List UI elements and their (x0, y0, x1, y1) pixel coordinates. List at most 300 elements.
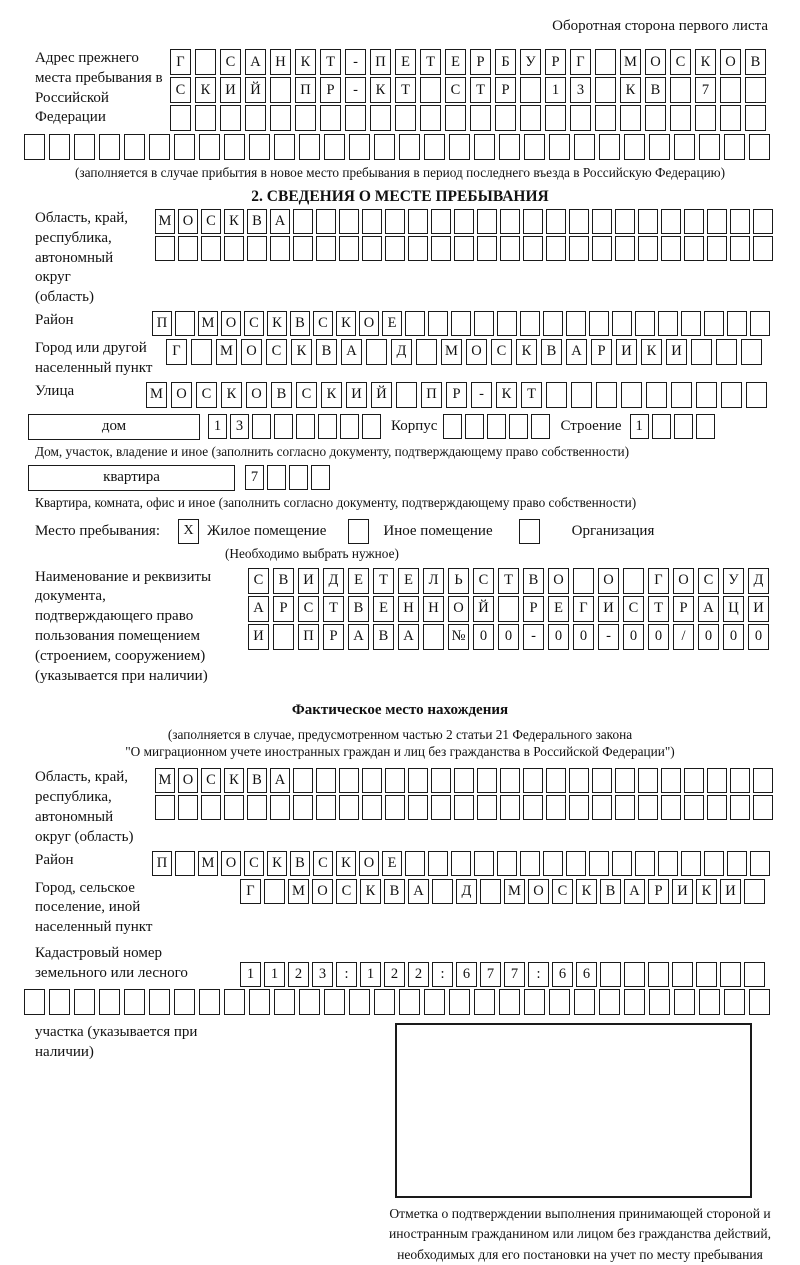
char-cell[interactable] (546, 209, 566, 234)
char-cell[interactable]: 0 (623, 624, 644, 650)
char-cell[interactable] (623, 568, 644, 594)
char-cell[interactable] (600, 962, 621, 987)
char-cell[interactable] (431, 236, 451, 261)
char-cell[interactable] (638, 236, 658, 261)
char-cell[interactable]: А (566, 339, 587, 365)
char-cell[interactable] (316, 236, 336, 261)
char-cell[interactable] (695, 105, 716, 131)
char-cell[interactable]: Т (320, 49, 341, 75)
char-cell[interactable] (316, 209, 336, 234)
char-cell[interactable] (408, 236, 428, 261)
char-cell[interactable] (744, 879, 765, 904)
char-cell[interactable]: № (448, 624, 469, 650)
char-cell[interactable] (270, 77, 291, 103)
char-cell[interactable] (477, 795, 497, 820)
char-cell[interactable] (220, 105, 241, 131)
char-cell[interactable] (635, 851, 655, 876)
char-cell[interactable] (324, 134, 345, 160)
char-cell[interactable] (362, 209, 382, 234)
char-cell[interactable] (170, 105, 191, 131)
char-cell[interactable]: С (170, 77, 191, 103)
char-cell[interactable]: 7 (504, 962, 525, 987)
char-cell[interactable] (672, 962, 693, 987)
char-cell[interactable]: С (248, 568, 269, 594)
char-cell[interactable]: Н (270, 49, 291, 75)
char-cell[interactable] (509, 414, 528, 439)
char-cell[interactable]: 0 (748, 624, 769, 650)
char-cell[interactable] (750, 311, 770, 336)
char-cell[interactable] (175, 851, 195, 876)
char-cell[interactable]: Й (245, 77, 266, 103)
char-cell[interactable] (311, 465, 330, 490)
char-cell[interactable] (399, 989, 420, 1015)
char-cell[interactable]: В (523, 568, 544, 594)
char-cell[interactable] (730, 236, 750, 261)
char-cell[interactable] (224, 989, 245, 1015)
char-cell[interactable]: Т (420, 49, 441, 75)
char-cell[interactable]: П (370, 49, 391, 75)
char-cell[interactable] (727, 311, 747, 336)
char-cell[interactable]: Р (446, 382, 467, 408)
char-cell[interactable]: Е (548, 596, 569, 622)
char-cell[interactable] (621, 382, 642, 408)
char-cell[interactable] (624, 134, 645, 160)
char-cell[interactable]: О (673, 568, 694, 594)
char-cell[interactable]: А (248, 596, 269, 622)
char-cell[interactable]: М (198, 851, 218, 876)
char-cell[interactable]: В (541, 339, 562, 365)
char-cell[interactable]: Р (320, 77, 341, 103)
char-cell[interactable] (523, 768, 543, 793)
char-cell[interactable] (395, 105, 416, 131)
char-cell[interactable] (599, 989, 620, 1015)
char-cell[interactable] (549, 989, 570, 1015)
char-cell[interactable] (592, 795, 612, 820)
char-cell[interactable] (362, 795, 382, 820)
char-cell[interactable] (500, 795, 520, 820)
char-cell[interactable]: П (295, 77, 316, 103)
char-cell[interactable] (592, 768, 612, 793)
char-cell[interactable] (612, 851, 632, 876)
char-cell[interactable] (500, 768, 520, 793)
char-cell[interactable] (750, 851, 770, 876)
char-cell[interactable] (753, 209, 773, 234)
char-cell[interactable]: Д (323, 568, 344, 594)
char-cell[interactable] (595, 77, 616, 103)
char-cell[interactable] (289, 465, 308, 490)
char-cell[interactable] (318, 414, 337, 439)
char-cell[interactable] (720, 962, 741, 987)
char-cell[interactable] (324, 989, 345, 1015)
char-cell[interactable]: С (313, 311, 333, 336)
char-cell[interactable] (523, 236, 543, 261)
char-cell[interactable]: С (313, 851, 333, 876)
char-cell[interactable] (405, 851, 425, 876)
char-cell[interactable] (385, 768, 405, 793)
char-cell[interactable]: О (359, 311, 379, 336)
char-cell[interactable] (49, 134, 70, 160)
char-cell[interactable]: К (195, 77, 216, 103)
char-cell[interactable]: О (221, 851, 241, 876)
char-cell[interactable] (201, 236, 221, 261)
char-cell[interactable] (445, 105, 466, 131)
char-cell[interactable] (362, 768, 382, 793)
char-cell[interactable]: С (298, 596, 319, 622)
char-cell[interactable] (495, 105, 516, 131)
char-cell[interactable] (749, 989, 770, 1015)
char-cell[interactable] (648, 962, 669, 987)
char-cell[interactable] (274, 134, 295, 160)
char-cell[interactable]: 0 (648, 624, 669, 650)
char-cell[interactable]: Г (570, 49, 591, 75)
char-cell[interactable] (320, 105, 341, 131)
char-cell[interactable] (570, 105, 591, 131)
char-cell[interactable]: Т (470, 77, 491, 103)
char-cell[interactable]: Р (495, 77, 516, 103)
char-cell[interactable]: 0 (573, 624, 594, 650)
char-cell[interactable]: О (241, 339, 262, 365)
char-cell[interactable] (620, 105, 641, 131)
char-cell[interactable] (681, 311, 701, 336)
char-cell[interactable] (405, 311, 425, 336)
char-cell[interactable] (589, 311, 609, 336)
char-cell[interactable] (270, 795, 290, 820)
char-cell[interactable]: - (345, 49, 366, 75)
char-cell[interactable]: 7 (695, 77, 716, 103)
char-cell[interactable]: Д (456, 879, 477, 904)
char-cell[interactable] (408, 795, 428, 820)
char-cell[interactable] (497, 851, 517, 876)
char-cell[interactable]: К (576, 879, 597, 904)
char-cell[interactable]: В (600, 879, 621, 904)
char-cell[interactable] (247, 236, 267, 261)
char-cell[interactable]: В (290, 851, 310, 876)
char-cell[interactable]: Р (523, 596, 544, 622)
char-cell[interactable]: В (247, 768, 267, 793)
char-cell[interactable] (449, 134, 470, 160)
char-cell[interactable]: С (244, 311, 264, 336)
char-cell[interactable] (374, 134, 395, 160)
char-cell[interactable]: О (466, 339, 487, 365)
char-cell[interactable] (339, 236, 359, 261)
char-cell[interactable] (249, 989, 270, 1015)
char-cell[interactable]: Т (395, 77, 416, 103)
char-cell[interactable] (249, 134, 270, 160)
char-cell[interactable] (658, 311, 678, 336)
char-cell[interactable]: П (421, 382, 442, 408)
char-cell[interactable]: Т (521, 382, 542, 408)
char-cell[interactable] (191, 339, 212, 365)
char-cell[interactable]: С (698, 568, 719, 594)
char-cell[interactable] (671, 382, 692, 408)
char-cell[interactable]: Т (648, 596, 669, 622)
char-cell[interactable] (716, 339, 737, 365)
char-cell[interactable]: О (548, 568, 569, 594)
char-cell[interactable] (571, 382, 592, 408)
char-cell[interactable] (245, 105, 266, 131)
char-cell[interactable] (449, 989, 470, 1015)
char-cell[interactable]: И (598, 596, 619, 622)
char-cell[interactable] (443, 414, 462, 439)
char-cell[interactable] (195, 49, 216, 75)
char-cell[interactable] (293, 209, 313, 234)
char-cell[interactable]: Й (473, 596, 494, 622)
char-cell[interactable]: М (155, 768, 175, 793)
char-cell[interactable] (520, 77, 541, 103)
char-cell[interactable] (524, 989, 545, 1015)
char-cell[interactable] (316, 768, 336, 793)
char-cell[interactable] (546, 382, 567, 408)
char-cell[interactable]: 3 (230, 414, 249, 439)
char-cell[interactable] (661, 236, 681, 261)
char-cell[interactable]: В (247, 209, 267, 234)
char-cell[interactable] (681, 851, 701, 876)
char-cell[interactable] (724, 989, 745, 1015)
char-cell[interactable] (424, 134, 445, 160)
char-cell[interactable] (569, 209, 589, 234)
char-cell[interactable]: В (348, 596, 369, 622)
char-cell[interactable] (349, 989, 370, 1015)
char-cell[interactable]: 1 (264, 962, 285, 987)
char-cell[interactable] (520, 105, 541, 131)
char-cell[interactable]: А (398, 624, 419, 650)
char-cell[interactable] (730, 768, 750, 793)
char-cell[interactable] (224, 236, 244, 261)
char-cell[interactable]: С (491, 339, 512, 365)
char-cell[interactable] (431, 768, 451, 793)
char-cell[interactable]: Е (398, 568, 419, 594)
char-cell[interactable] (366, 339, 387, 365)
char-cell[interactable]: Е (382, 311, 402, 336)
char-cell[interactable] (649, 134, 670, 160)
char-cell[interactable]: Е (348, 568, 369, 594)
char-cell[interactable] (201, 795, 221, 820)
char-cell[interactable] (741, 339, 762, 365)
char-cell[interactable] (199, 134, 220, 160)
char-cell[interactable] (480, 879, 501, 904)
char-cell[interactable] (431, 209, 451, 234)
char-cell[interactable]: О (246, 382, 267, 408)
char-cell[interactable]: С (473, 568, 494, 594)
char-cell[interactable] (746, 382, 767, 408)
char-cell[interactable]: М (441, 339, 462, 365)
char-cell[interactable] (566, 851, 586, 876)
char-cell[interactable] (195, 105, 216, 131)
char-cell[interactable] (420, 77, 441, 103)
char-cell[interactable]: М (198, 311, 218, 336)
char-cell[interactable] (589, 851, 609, 876)
char-cell[interactable]: Д (391, 339, 412, 365)
char-cell[interactable] (545, 105, 566, 131)
char-cell[interactable]: 2 (408, 962, 429, 987)
char-cell[interactable] (720, 105, 741, 131)
char-cell[interactable]: Л (423, 568, 444, 594)
char-cell[interactable] (500, 236, 520, 261)
char-cell[interactable] (224, 795, 244, 820)
char-cell[interactable] (477, 236, 497, 261)
char-cell[interactable]: И (672, 879, 693, 904)
char-cell[interactable]: О (720, 49, 741, 75)
char-cell[interactable] (408, 209, 428, 234)
char-cell[interactable]: С (296, 382, 317, 408)
char-cell[interactable] (270, 105, 291, 131)
char-cell[interactable]: 6 (456, 962, 477, 987)
char-cell[interactable]: С (670, 49, 691, 75)
char-cell[interactable] (674, 414, 693, 439)
char-cell[interactable] (670, 77, 691, 103)
char-cell[interactable]: / (673, 624, 694, 650)
char-cell[interactable] (500, 209, 520, 234)
char-cell[interactable]: Г (166, 339, 187, 365)
char-cell[interactable] (566, 311, 586, 336)
char-cell[interactable] (454, 236, 474, 261)
char-cell[interactable]: И (748, 596, 769, 622)
char-cell[interactable]: К (291, 339, 312, 365)
char-cell[interactable] (451, 311, 471, 336)
char-cell[interactable] (339, 209, 359, 234)
char-cell[interactable]: У (520, 49, 541, 75)
char-cell[interactable]: : (336, 962, 357, 987)
char-cell[interactable]: М (504, 879, 525, 904)
char-cell[interactable] (499, 989, 520, 1015)
char-cell[interactable]: К (295, 49, 316, 75)
char-cell[interactable]: И (666, 339, 687, 365)
char-cell[interactable] (661, 209, 681, 234)
char-cell[interactable]: Д (748, 568, 769, 594)
char-cell[interactable] (470, 105, 491, 131)
char-cell[interactable] (295, 105, 316, 131)
char-cell[interactable]: С (244, 851, 264, 876)
char-cell[interactable] (704, 311, 724, 336)
char-cell[interactable] (674, 989, 695, 1015)
char-cell[interactable]: Ц (723, 596, 744, 622)
char-cell[interactable] (339, 795, 359, 820)
char-cell[interactable]: А (408, 879, 429, 904)
char-cell[interactable]: К (516, 339, 537, 365)
char-cell[interactable]: К (321, 382, 342, 408)
char-cell[interactable]: 0 (723, 624, 744, 650)
char-cell[interactable] (684, 236, 704, 261)
char-cell[interactable] (416, 339, 437, 365)
char-cell[interactable] (744, 962, 765, 987)
char-cell[interactable]: М (288, 879, 309, 904)
char-cell[interactable] (691, 339, 712, 365)
char-cell[interactable]: Р (545, 49, 566, 75)
char-cell[interactable] (274, 414, 293, 439)
char-cell[interactable]: О (448, 596, 469, 622)
char-cell[interactable]: 1 (208, 414, 227, 439)
char-cell[interactable] (661, 768, 681, 793)
char-cell[interactable] (247, 795, 267, 820)
stay-option-organization-checkbox[interactable] (519, 519, 540, 544)
char-cell[interactable] (724, 134, 745, 160)
char-cell[interactable] (574, 134, 595, 160)
char-cell[interactable]: 6 (552, 962, 573, 987)
char-cell[interactable] (696, 382, 717, 408)
char-cell[interactable] (454, 768, 474, 793)
char-cell[interactable]: И (616, 339, 637, 365)
char-cell[interactable]: Е (395, 49, 416, 75)
char-cell[interactable] (224, 134, 245, 160)
char-cell[interactable]: 3 (312, 962, 333, 987)
char-cell[interactable]: К (267, 311, 287, 336)
char-cell[interactable] (638, 795, 658, 820)
char-cell[interactable]: В (384, 879, 405, 904)
char-cell[interactable]: Р (648, 879, 669, 904)
char-cell[interactable] (531, 414, 550, 439)
char-cell[interactable]: С (201, 209, 221, 234)
char-cell[interactable] (649, 989, 670, 1015)
char-cell[interactable]: Р (323, 624, 344, 650)
char-cell[interactable] (267, 465, 286, 490)
char-cell[interactable] (477, 209, 497, 234)
char-cell[interactable] (674, 134, 695, 160)
char-cell[interactable]: С (266, 339, 287, 365)
char-cell[interactable]: - (523, 624, 544, 650)
char-cell[interactable]: К (620, 77, 641, 103)
char-cell[interactable]: У (723, 568, 744, 594)
char-cell[interactable] (721, 382, 742, 408)
char-cell[interactable]: С (220, 49, 241, 75)
char-cell[interactable]: С (201, 768, 221, 793)
char-cell[interactable] (385, 209, 405, 234)
char-cell[interactable] (569, 236, 589, 261)
char-cell[interactable] (549, 134, 570, 160)
char-cell[interactable]: В (273, 568, 294, 594)
char-cell[interactable]: А (341, 339, 362, 365)
char-cell[interactable]: С (336, 879, 357, 904)
char-cell[interactable]: Т (498, 568, 519, 594)
char-cell[interactable] (638, 209, 658, 234)
char-cell[interactable] (178, 236, 198, 261)
char-cell[interactable] (546, 236, 566, 261)
char-cell[interactable]: 0 (473, 624, 494, 650)
char-cell[interactable]: К (360, 879, 381, 904)
char-cell[interactable] (696, 414, 715, 439)
char-cell[interactable] (293, 795, 313, 820)
char-cell[interactable]: 2 (288, 962, 309, 987)
char-cell[interactable] (652, 414, 671, 439)
char-cell[interactable] (615, 209, 635, 234)
char-cell[interactable] (474, 851, 494, 876)
char-cell[interactable]: В (645, 77, 666, 103)
char-cell[interactable]: К (221, 382, 242, 408)
char-cell[interactable] (753, 795, 773, 820)
char-cell[interactable] (684, 768, 704, 793)
char-cell[interactable] (498, 596, 519, 622)
char-cell[interactable]: : (528, 962, 549, 987)
char-cell[interactable] (645, 105, 666, 131)
char-cell[interactable] (174, 989, 195, 1015)
char-cell[interactable] (474, 134, 495, 160)
char-cell[interactable]: О (312, 879, 333, 904)
char-cell[interactable]: О (645, 49, 666, 75)
char-cell[interactable] (499, 134, 520, 160)
char-cell[interactable]: В (745, 49, 766, 75)
char-cell[interactable]: Г (240, 879, 261, 904)
char-cell[interactable] (615, 236, 635, 261)
char-cell[interactable] (99, 989, 120, 1015)
char-cell[interactable] (520, 311, 540, 336)
char-cell[interactable] (546, 768, 566, 793)
char-cell[interactable] (707, 209, 727, 234)
char-cell[interactable]: Н (398, 596, 419, 622)
char-cell[interactable]: О (171, 382, 192, 408)
char-cell[interactable]: И (298, 568, 319, 594)
char-cell[interactable]: - (345, 77, 366, 103)
house-type-box[interactable]: дом (28, 414, 200, 440)
char-cell[interactable] (174, 134, 195, 160)
